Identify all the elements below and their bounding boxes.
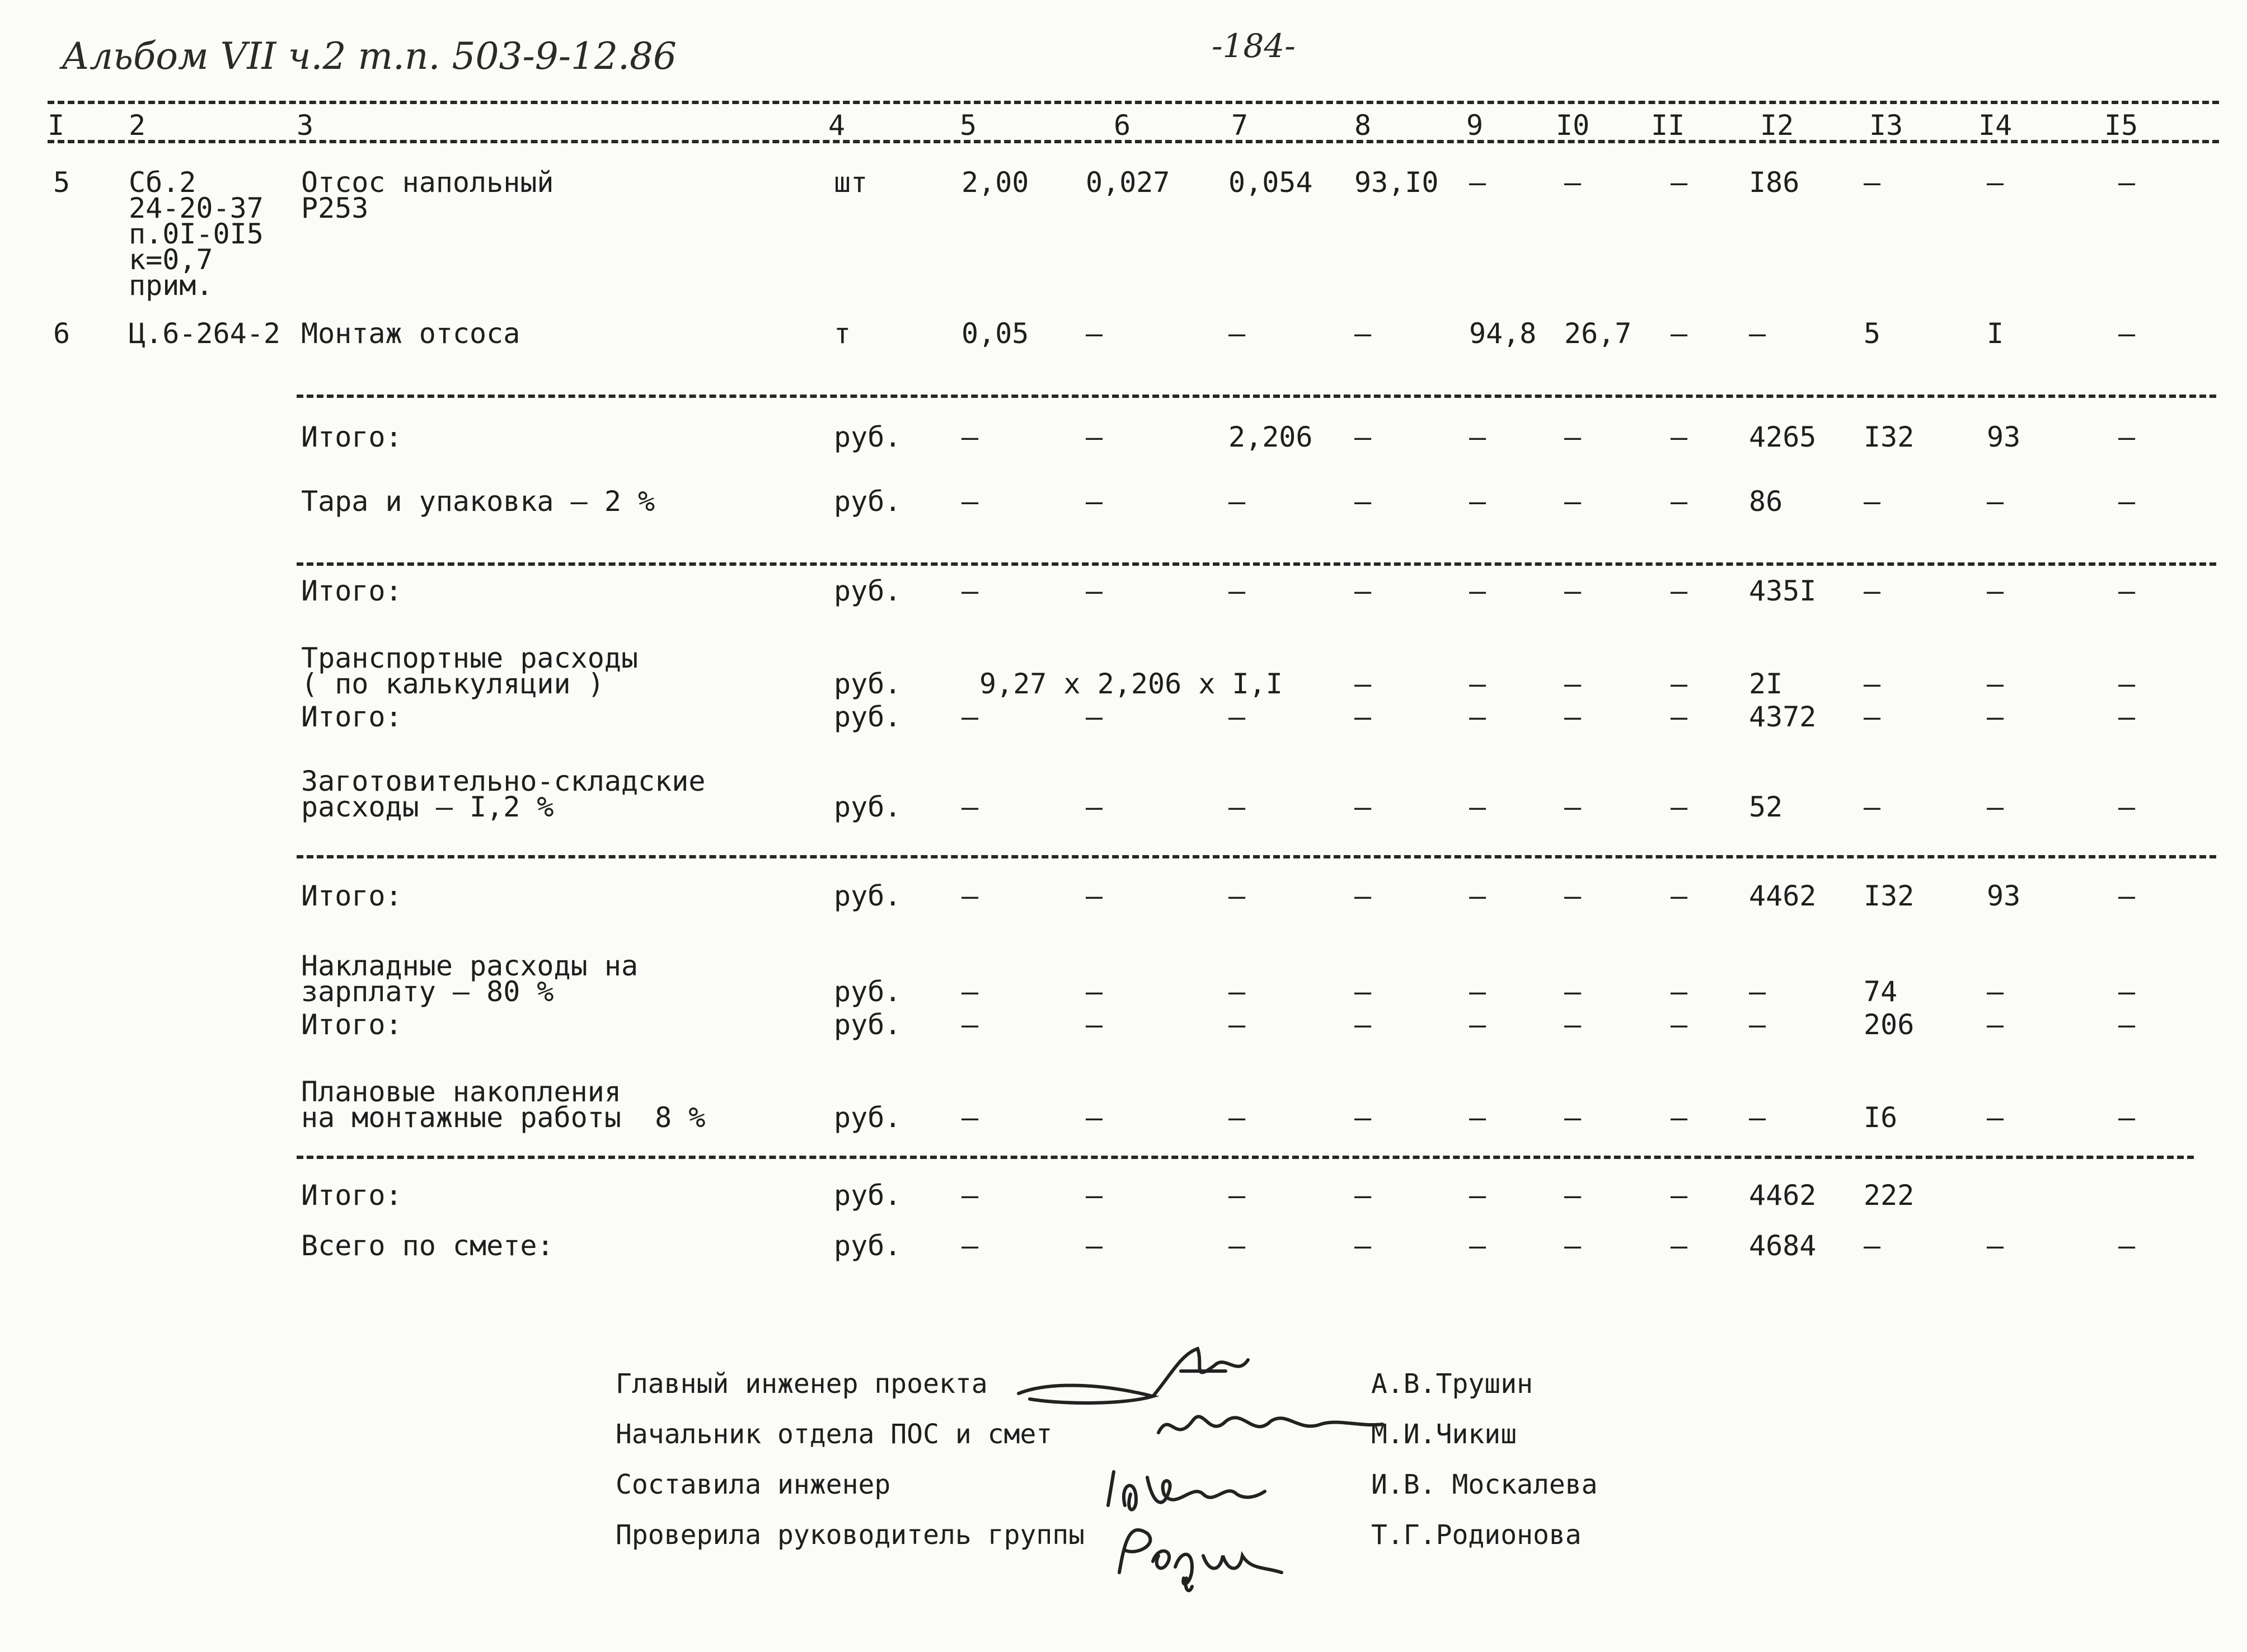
value-cell-10: – bbox=[1564, 1179, 1582, 1212]
column-number: I0 bbox=[1556, 109, 1590, 142]
value-cell-6: – bbox=[1086, 1008, 1103, 1041]
value-cell-9: – bbox=[1469, 421, 1486, 453]
value-cell-10: – bbox=[1564, 485, 1582, 518]
value-cell-5: – bbox=[961, 1229, 979, 1262]
value-cell-10: – bbox=[1564, 880, 1582, 912]
item-name: Всего по смете: bbox=[301, 1229, 554, 1262]
value-cell-5: – bbox=[961, 421, 979, 453]
column-number: 5 bbox=[960, 109, 977, 142]
value-cell-5: – bbox=[961, 485, 979, 518]
value-cell-9: – bbox=[1469, 1229, 1486, 1262]
value-cell-8: – bbox=[1354, 701, 1372, 733]
value-cell-15: – bbox=[2118, 1229, 2136, 1262]
value-cell-7: – bbox=[1228, 791, 1246, 823]
item-name: на монтажные работы 8 % bbox=[301, 1101, 706, 1134]
column-number: I4 bbox=[1978, 109, 2013, 142]
value-cell-12: 4265 bbox=[1749, 421, 1817, 453]
value-cell-6: – bbox=[1086, 1229, 1103, 1262]
value-cell-13: – bbox=[1864, 701, 1881, 733]
handwritten-signature-2 bbox=[1153, 1399, 1388, 1449]
value-cell-7: – bbox=[1228, 575, 1246, 607]
value-cell-14: – bbox=[1987, 668, 2004, 700]
unit-cell: шт bbox=[834, 166, 868, 199]
item-name: Итого: bbox=[301, 701, 402, 733]
value-cell-9: – bbox=[1469, 975, 1486, 1008]
column-number: 4 bbox=[828, 109, 846, 142]
value-cell-12: 4462 bbox=[1749, 1179, 1817, 1212]
value-cell-14: – bbox=[1987, 575, 2004, 607]
unit-cell: руб. bbox=[834, 421, 902, 453]
value-cell-7: – bbox=[1228, 1008, 1246, 1041]
value-cell-7: – bbox=[1228, 880, 1246, 912]
value-cell-9: – bbox=[1469, 701, 1486, 733]
item-name: Транспортные расходы bbox=[301, 642, 639, 674]
value-cell-5: – bbox=[961, 1008, 979, 1041]
unit-cell: руб. bbox=[834, 975, 902, 1008]
signature-name: Т.Г.Родионова bbox=[1371, 1519, 1582, 1551]
value-cell-5: 0,05 bbox=[961, 317, 1029, 350]
value-cell-10: – bbox=[1564, 1008, 1582, 1041]
value-cell-7: 2,206 bbox=[1228, 421, 1313, 453]
value-cell-12: 52 bbox=[1749, 791, 1783, 823]
value-cell-13: – bbox=[1864, 668, 1881, 700]
value-cell-13: 222 bbox=[1864, 1179, 1915, 1212]
value-cell-12: – bbox=[1749, 317, 1766, 350]
value-cell-14: I bbox=[1987, 317, 2004, 350]
signature-name: А.В.Трушин bbox=[1371, 1368, 1533, 1400]
value-cell-6: – bbox=[1086, 575, 1103, 607]
value-cell-9: 94,8 bbox=[1469, 317, 1537, 350]
value-cell-9: – bbox=[1469, 791, 1486, 823]
item-name: Плановые накопления bbox=[301, 1076, 621, 1108]
value-cell-5: – bbox=[961, 575, 979, 607]
value-cell-9: – bbox=[1469, 166, 1486, 199]
signature-role: Начальник отдела ПОС и смет bbox=[616, 1419, 1053, 1450]
value-cell-5: – bbox=[961, 975, 979, 1008]
value-cell-10: – bbox=[1564, 421, 1582, 453]
value-cell-14: – bbox=[1987, 1229, 2004, 1262]
value-cell-14: 93 bbox=[1987, 421, 2021, 453]
value-cell-11: – bbox=[1671, 791, 1688, 823]
value-cell-6: – bbox=[1086, 1179, 1103, 1212]
value-cell-15: – bbox=[2118, 575, 2136, 607]
header-bottom-rule bbox=[48, 140, 2219, 143]
value-cell-8: – bbox=[1354, 421, 1372, 453]
value-cell-12: – bbox=[1749, 1101, 1766, 1134]
value-cell-13: – bbox=[1864, 485, 1881, 518]
value-cell-8: – bbox=[1354, 880, 1372, 912]
value-cell-8: 93,I0 bbox=[1354, 166, 1439, 199]
column-number: I3 bbox=[1869, 109, 1903, 142]
value-cell-13: – bbox=[1864, 575, 1881, 607]
value-cell-9: – bbox=[1469, 1101, 1486, 1134]
value-cell-12: 86 bbox=[1749, 485, 1783, 518]
value-cell-7: – bbox=[1228, 1179, 1246, 1212]
value-cell-10: – bbox=[1564, 575, 1582, 607]
value-cell-8: – bbox=[1354, 1008, 1372, 1041]
value-cell-6: – bbox=[1086, 701, 1103, 733]
value-cell-14: – bbox=[1987, 701, 2004, 733]
value-cell-11: – bbox=[1671, 317, 1688, 350]
header-top-rule bbox=[48, 101, 2219, 104]
column-number: 2 bbox=[129, 109, 146, 142]
handwritten-signature-3 bbox=[1103, 1461, 1270, 1522]
value-cell-12: 4684 bbox=[1749, 1229, 1817, 1262]
signature-role: Составила инженер bbox=[616, 1469, 891, 1500]
value-cell-15: – bbox=[2118, 975, 2136, 1008]
item-name: Итого: bbox=[301, 880, 402, 912]
value-cell-9: – bbox=[1469, 880, 1486, 912]
column-number: 6 bbox=[1114, 109, 1131, 142]
column-number: 3 bbox=[297, 109, 314, 142]
item-name: Итого: bbox=[301, 1008, 402, 1041]
value-cell-10: 26,7 bbox=[1564, 317, 1632, 350]
unit-cell: руб. bbox=[834, 1008, 902, 1041]
value-cell-10: – bbox=[1564, 975, 1582, 1008]
item-name: Р253 bbox=[301, 192, 369, 224]
separator-rule bbox=[297, 562, 2216, 566]
value-cell-14: – bbox=[1987, 1101, 2004, 1134]
signature-name: И.В. Москалева bbox=[1371, 1469, 1598, 1500]
value-cell-9: – bbox=[1469, 1008, 1486, 1041]
value-cell-10: – bbox=[1564, 701, 1582, 733]
item-name: расходы – I,2 % bbox=[301, 791, 554, 823]
value-cell-10: – bbox=[1564, 668, 1582, 700]
value-cell-15: – bbox=[2118, 1008, 2136, 1041]
unit-cell: руб. bbox=[834, 575, 902, 607]
unit-cell: руб. bbox=[834, 485, 902, 518]
value-cell-5: – bbox=[961, 791, 979, 823]
value-cell-6: 0,027 bbox=[1086, 166, 1170, 199]
row-number: 6 bbox=[53, 317, 71, 350]
value-cell-8: – bbox=[1354, 791, 1372, 823]
separator-rule bbox=[297, 1156, 2194, 1159]
value-cell-11: – bbox=[1671, 701, 1688, 733]
value-cell-10: – bbox=[1564, 791, 1582, 823]
row-number: 5 bbox=[53, 166, 71, 199]
norm-reference: Сб.2 bbox=[129, 166, 196, 199]
value-cell-13: 206 bbox=[1864, 1008, 1915, 1041]
column-number: I5 bbox=[2104, 109, 2138, 142]
value-cell-14: – bbox=[1987, 791, 2004, 823]
column-number: 9 bbox=[1466, 109, 1484, 142]
value-cell-6: – bbox=[1086, 317, 1103, 350]
item-name: Отсос напольный bbox=[301, 166, 554, 199]
value-cell-15: – bbox=[2118, 880, 2136, 912]
value-cell-10: – bbox=[1564, 1101, 1582, 1134]
value-cell-8: – bbox=[1354, 575, 1372, 607]
value-cell-6: – bbox=[1086, 880, 1103, 912]
unit-cell: руб. bbox=[834, 1101, 902, 1134]
value-cell-7: 0,054 bbox=[1228, 166, 1313, 199]
value-cell-11: – bbox=[1671, 668, 1688, 700]
column-number: 8 bbox=[1354, 109, 1372, 142]
value-cell-6: – bbox=[1086, 1101, 1103, 1134]
item-name: ( по калькуляции ) bbox=[301, 668, 604, 700]
value-cell-7: – bbox=[1228, 1101, 1246, 1134]
value-cell-5: – bbox=[961, 880, 979, 912]
signature-name: М.И.Чикиш bbox=[1371, 1419, 1517, 1450]
value-cell-14: – bbox=[1987, 1008, 2004, 1041]
value-cell-5: 2,00 bbox=[961, 166, 1029, 199]
value-cell-11: – bbox=[1671, 575, 1688, 607]
value-cell-12: – bbox=[1749, 975, 1766, 1008]
value-cell-6: – bbox=[1086, 791, 1103, 823]
value-cell-12: – bbox=[1749, 1008, 1766, 1041]
unit-cell: руб. bbox=[834, 791, 902, 823]
norm-reference: прим. bbox=[129, 269, 213, 302]
value-cell-7: – bbox=[1228, 975, 1246, 1008]
value-cell-15: – bbox=[2118, 485, 2136, 518]
column-number: II bbox=[1651, 109, 1685, 142]
value-cell-15: – bbox=[2118, 166, 2136, 199]
value-cell-5: – bbox=[961, 1101, 979, 1134]
formula-cell: 9,27 х 2,206 х I,I bbox=[979, 668, 1283, 700]
unit-cell: руб. bbox=[834, 668, 902, 700]
value-cell-8: – bbox=[1354, 975, 1372, 1008]
item-name: зарплату – 80 % bbox=[301, 975, 554, 1008]
separator-rule bbox=[297, 855, 2216, 858]
norm-reference: 24-20-37 bbox=[129, 192, 264, 224]
value-cell-11: – bbox=[1671, 1229, 1688, 1262]
column-number: 7 bbox=[1231, 109, 1249, 142]
value-cell-8: – bbox=[1354, 485, 1372, 518]
item-name: Накладные расходы на bbox=[301, 950, 639, 982]
value-cell-8: – bbox=[1354, 1229, 1372, 1262]
value-cell-9: – bbox=[1469, 668, 1486, 700]
value-cell-6: – bbox=[1086, 421, 1103, 453]
handwritten-signature-4 bbox=[1114, 1517, 1287, 1595]
value-cell-13: – bbox=[1864, 1229, 1881, 1262]
item-name: Заготовительно-складские bbox=[301, 765, 706, 797]
value-cell-9: – bbox=[1469, 485, 1486, 518]
norm-reference: Ц.6-264-2 bbox=[129, 317, 280, 350]
value-cell-7: – bbox=[1228, 1229, 1246, 1262]
value-cell-11: – bbox=[1671, 421, 1688, 453]
value-cell-6: – bbox=[1086, 975, 1103, 1008]
signature-role: Проверила руководитель группы bbox=[616, 1519, 1085, 1551]
value-cell-11: – bbox=[1671, 485, 1688, 518]
value-cell-10: – bbox=[1564, 166, 1582, 199]
norm-reference: п.0I-0I5 bbox=[129, 218, 264, 250]
value-cell-5: – bbox=[961, 1179, 979, 1212]
value-cell-13: 5 bbox=[1864, 317, 1881, 350]
item-name: Итого: bbox=[301, 421, 402, 453]
separator-rule bbox=[297, 395, 2216, 398]
signature-role: Главный инженер проекта bbox=[616, 1368, 988, 1400]
unit-cell: т bbox=[834, 317, 851, 350]
value-cell-7: – bbox=[1228, 485, 1246, 518]
value-cell-15: – bbox=[2118, 317, 2136, 350]
item-name: Итого: bbox=[301, 1179, 402, 1212]
value-cell-13: – bbox=[1864, 166, 1881, 199]
value-cell-12: 4372 bbox=[1749, 701, 1817, 733]
norm-reference: к=0,7 bbox=[129, 243, 213, 276]
unit-cell: руб. bbox=[834, 701, 902, 733]
value-cell-8: – bbox=[1354, 1179, 1372, 1212]
value-cell-14: – bbox=[1987, 975, 2004, 1008]
value-cell-13: I32 bbox=[1864, 880, 1915, 912]
value-cell-12: I86 bbox=[1749, 166, 1800, 199]
value-cell-8: – bbox=[1354, 668, 1372, 700]
value-cell-15: – bbox=[2118, 1101, 2136, 1134]
value-cell-9: – bbox=[1469, 1179, 1486, 1212]
value-cell-13: – bbox=[1864, 791, 1881, 823]
value-cell-11: – bbox=[1671, 1008, 1688, 1041]
value-cell-14: – bbox=[1987, 485, 2004, 518]
value-cell-8: – bbox=[1354, 317, 1372, 350]
value-cell-6: – bbox=[1086, 485, 1103, 518]
column-number: I2 bbox=[1760, 109, 1794, 142]
value-cell-11: – bbox=[1671, 880, 1688, 912]
value-cell-15: – bbox=[2118, 668, 2136, 700]
value-cell-13: 74 bbox=[1864, 975, 1898, 1008]
value-cell-7: – bbox=[1228, 701, 1246, 733]
value-cell-14: – bbox=[1987, 166, 2004, 199]
item-name: Итого: bbox=[301, 575, 402, 607]
unit-cell: руб. bbox=[834, 880, 902, 912]
value-cell-9: – bbox=[1469, 575, 1486, 607]
value-cell-8: – bbox=[1354, 1101, 1372, 1134]
value-cell-15: – bbox=[2118, 701, 2136, 733]
value-cell-7: – bbox=[1228, 317, 1246, 350]
value-cell-11: – bbox=[1671, 1101, 1688, 1134]
value-cell-13: I32 bbox=[1864, 421, 1915, 453]
value-cell-12: 4462 bbox=[1749, 880, 1817, 912]
value-cell-13: I6 bbox=[1864, 1101, 1898, 1134]
handwritten-album-note: Альбом VII ч.2 т.п. 503-9-12.86 bbox=[62, 35, 677, 78]
item-name: Тара и упаковка – 2 % bbox=[301, 485, 655, 518]
value-cell-10: – bbox=[1564, 1229, 1582, 1262]
value-cell-11: – bbox=[1671, 975, 1688, 1008]
unit-cell: руб. bbox=[834, 1179, 902, 1212]
value-cell-12: 2I bbox=[1749, 668, 1783, 700]
column-number: I bbox=[48, 109, 65, 142]
value-cell-14: 93 bbox=[1987, 880, 2021, 912]
unit-cell: руб. bbox=[834, 1229, 902, 1262]
value-cell-15: – bbox=[2118, 421, 2136, 453]
value-cell-15: – bbox=[2118, 791, 2136, 823]
value-cell-11: – bbox=[1671, 166, 1688, 199]
item-name: Монтаж отсоса bbox=[301, 317, 520, 350]
value-cell-12: 435I bbox=[1749, 575, 1817, 607]
page-number: -184- bbox=[1212, 27, 1296, 65]
value-cell-11: – bbox=[1671, 1179, 1688, 1212]
value-cell-5: – bbox=[961, 701, 979, 733]
